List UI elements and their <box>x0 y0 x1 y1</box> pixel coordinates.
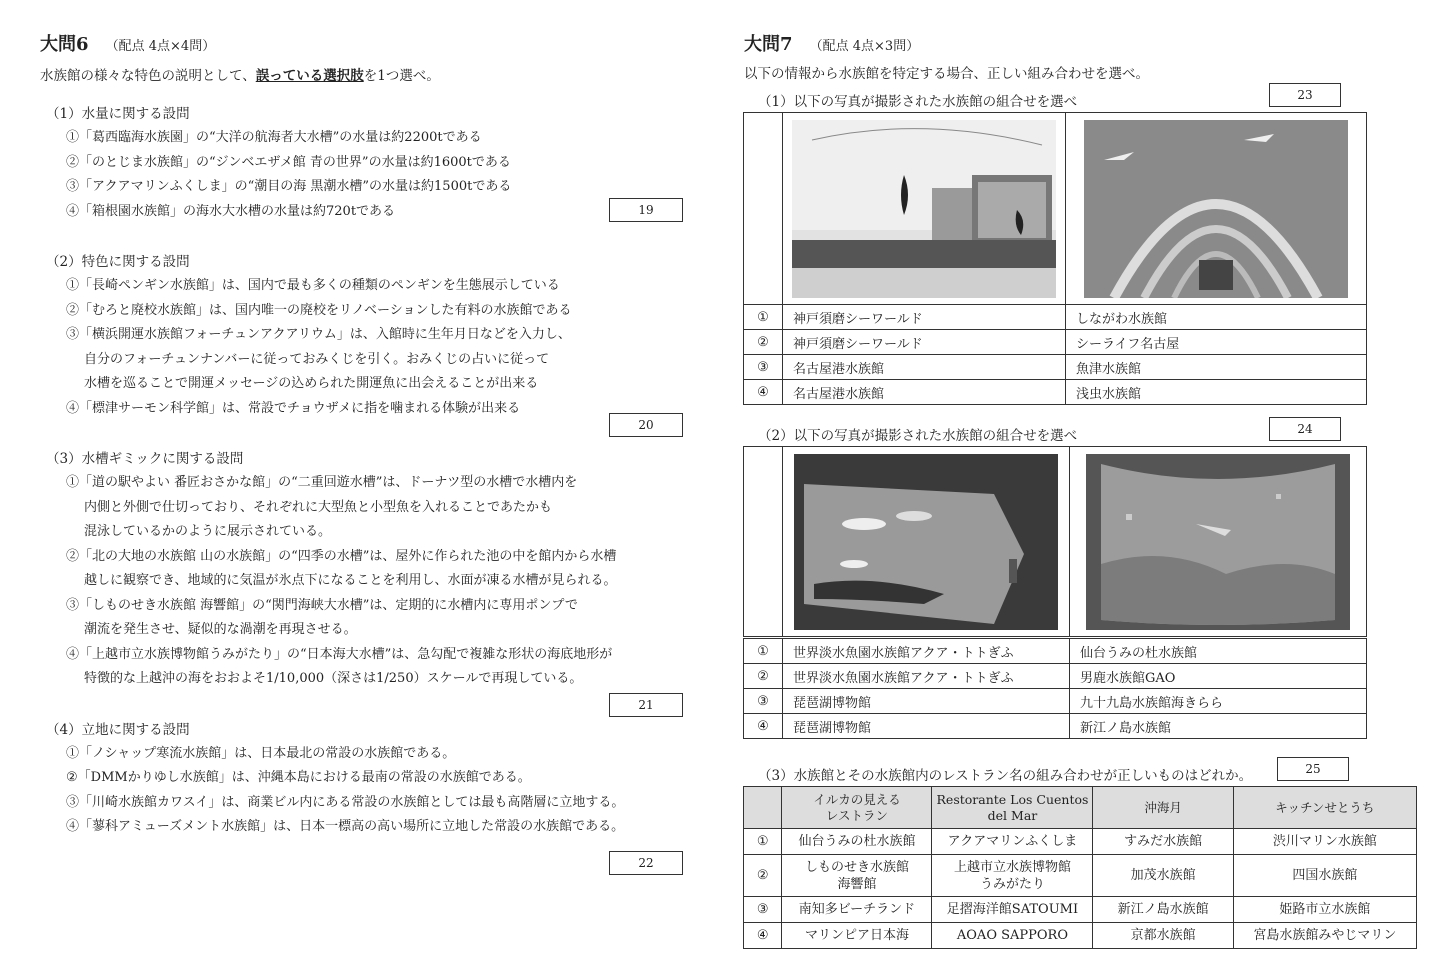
choice-aquarium-name: 世界淡水魚園水族館アクア・トトぎふ <box>783 639 1070 664</box>
q6-instruction <box>40 64 690 84</box>
q7-part1-photo-corner <box>744 113 783 305</box>
choice-aquarium-name: 新江ノ島水族館 <box>1070 714 1367 739</box>
restaurant-column-header <box>1233 787 1416 829</box>
choice-aquarium-name: 琵琶湖博物館 <box>783 714 1070 739</box>
q7-part1-choices <box>743 304 1367 405</box>
choice-row[interactable] <box>744 664 1367 689</box>
answer-box-21[interactable]: 21 <box>609 693 683 717</box>
choice-number: ① <box>744 639 783 664</box>
table-corner <box>744 787 782 829</box>
q6-option-line: ④「上越市立水族博物館うみがたり」の“日本海大水槽”は、急勾配で複雑な形状の海底地形が <box>66 646 613 662</box>
choice-aquarium-name: 世界淡水魚園水族館アクア・トトぎふ <box>783 664 1070 689</box>
q6-option-line: 自分のフォーチュンナンバーに従っておみくじを引く。おみくじの占いに従って <box>84 351 550 367</box>
q6-points: （配点 4点×4問） <box>105 39 216 54</box>
choice-number: ③ <box>744 897 782 923</box>
question-7 <box>744 30 1424 82</box>
choice-number: ④ <box>744 923 782 949</box>
tunnel-aquarium-photo <box>1084 120 1348 298</box>
choice-aquarium-name <box>1093 829 1233 855</box>
q6-title: 大問6 <box>40 34 89 55</box>
choice-aquarium-name: 名古屋港水族館 <box>783 355 1066 380</box>
cell-line: しものせき水族館 <box>804 859 909 875</box>
restaurant-column-header <box>932 787 1093 829</box>
cell-line: 足摺海洋館SATOUMI <box>946 902 1079 917</box>
q7-part2-photo-corner <box>744 447 783 637</box>
header-line: 沖海月 <box>1144 799 1182 815</box>
q6-option-line: ①「道の駅やよい 番匠おさかな館」の“二重回遊水槽”は、ドーナツ型の水槽で水槽内を <box>66 475 578 490</box>
q6-option[interactable] <box>66 545 690 594</box>
choice-number: ④ <box>744 380 783 405</box>
choice-number: ③ <box>744 689 783 714</box>
q6-option[interactable] <box>66 151 690 176</box>
q6-instruction-emphasis: 誤っている選択肢 <box>255 68 364 84</box>
choice-aquarium-name <box>1093 897 1233 923</box>
q7-points: （配点 4点×3問） <box>809 39 920 54</box>
choice-aquarium-name <box>932 855 1093 897</box>
q7-part3-heading: （3）水族館とその水族館内のレストラン名の組み合わせが正しいものはどれか。 <box>758 768 1253 784</box>
q7-part1-table <box>743 112 1367 305</box>
q6-option-line: ②「むろと廃校水族館」は、国内唯一の廃校をリノベーションした有料の水族館である <box>66 302 572 318</box>
q6-option[interactable] <box>66 766 690 791</box>
q6-title-row <box>40 30 690 56</box>
choice-aquarium-name: 仙台うみの杜水族館 <box>1070 639 1367 664</box>
choice-aquarium-name <box>932 897 1093 923</box>
q6-option-line: ④「箱根園水族館」の海水大水槽の水量は約720tである <box>66 203 396 219</box>
q7-instruction: 以下の情報から水族館を特定する場合、正しい組み合わせを選べ。 <box>744 66 1149 82</box>
choice-aquarium-name <box>782 923 932 949</box>
choice-aquarium-name: 名古屋港水族館 <box>783 380 1066 405</box>
q6-option[interactable] <box>66 471 690 545</box>
q6-option-line: 内側と外側で仕切っており、それぞれに大型魚と小型魚を入れることであたかも <box>84 499 553 515</box>
q6-sections <box>40 102 690 840</box>
choice-aquarium-name: 浅虫水族館 <box>1066 380 1367 405</box>
cell-line: アクアマリンふくしま <box>947 834 1078 849</box>
q6-option-line: ④「標津サーモン科学館」は、常設でチョウザメに指を噛まれる体験が出来る <box>66 400 521 416</box>
q6-option-line: ④「蓼科アミューズメント水族館」は、日本一標高の高い場所に立地した常設の水族館である。 <box>66 819 625 834</box>
q6-option-line: ③「アクアマリンふくしま」の“潮目の海 黒潮水槽”の水量は約1500tである <box>66 179 512 194</box>
cell-line: 宮島水族館みやじマリン <box>1253 928 1397 943</box>
q6-option[interactable] <box>66 594 690 643</box>
choice-row[interactable] <box>744 330 1367 355</box>
q6-instruction-pre: 水族館の様々な特色の説明として、 <box>40 68 256 84</box>
photo-cell-dolphin-show <box>783 113 1066 305</box>
q6-option-line: ③「川崎水族館カワスイ」は、商業ビル内にある常設の水族館としては最も高階層に立地する。 <box>66 794 625 810</box>
freshwater-tank-photo <box>794 454 1058 630</box>
choice-aquarium-name <box>782 829 932 855</box>
q7-part2-table <box>743 446 1367 637</box>
cell-line: 海響館 <box>837 876 877 892</box>
header-line: レストラン <box>825 807 889 823</box>
choice-aquarium-name: 神戸須磨シーワールド <box>783 330 1066 355</box>
q7-part3-table <box>743 786 1417 949</box>
choice-aquarium-name: 魚津水族館 <box>1066 355 1367 380</box>
restaurant-column-header <box>1093 787 1233 829</box>
q6-section-heading: （4）立地に関する設問 <box>46 721 190 738</box>
q6-option[interactable] <box>66 323 690 397</box>
choice-row[interactable] <box>744 689 1367 714</box>
choice-aquarium-name: シーライフ名古屋 <box>1066 330 1367 355</box>
cell-line: 京都水族館 <box>1130 928 1196 943</box>
q7-part2-heading: （2）以下の写真が撮影された水族館の組合せを選べ <box>758 428 1078 444</box>
photo-cell-tunnel <box>1066 113 1367 305</box>
q6-option[interactable] <box>66 397 690 422</box>
choice-row[interactable] <box>744 923 1417 949</box>
answer-box-23[interactable]: 23 <box>1269 83 1341 107</box>
cell-line: マリンピア日本海 <box>804 928 909 943</box>
q6-option-line: ②「北の大地の水族館 山の水族館」の“四季の水槽”は、屋外に作られた池の中を館内から水槽 <box>66 548 617 564</box>
q6-option-line: ①「葛西臨海水族園」の“大洋の航海者大水槽”の水量は約2200tである <box>66 130 482 145</box>
q6-option[interactable] <box>66 200 690 225</box>
choice-aquarium-name <box>1233 897 1416 923</box>
cell-line: 上越市立水族博物館 <box>953 859 1071 875</box>
choice-aquarium-name <box>1093 923 1233 949</box>
q6-option[interactable] <box>66 791 690 816</box>
choice-row[interactable] <box>744 829 1417 855</box>
choice-aquarium-name <box>1233 923 1416 949</box>
cell-line: 新江ノ島水族館 <box>1117 902 1209 917</box>
q6-section-heading: （2）特色に関する設問 <box>46 254 190 270</box>
answer-box-24[interactable]: 24 <box>1269 417 1341 441</box>
reef-tank-photo <box>1086 454 1350 630</box>
cell-line: すみだ水族館 <box>1124 834 1203 849</box>
q6-option-line: ②「DMMかりゆし水族館」は、沖縄本島における最南の常設の水族館である。 <box>66 770 531 785</box>
q6-option-line: ①「長崎ペンギン水族館」は、国内で最も多くの種類のペンギンを生態展示している <box>66 278 560 293</box>
q7-part1-heading: （1）以下の写真が撮影された水族館の組合せを選べ <box>758 94 1078 110</box>
q6-option-line: 水槽を巡ることで開運メッセージの込められた開運魚に出会えることが出来る <box>84 376 539 391</box>
q6-option-line: ③「しものせき水族館 海響館」の“関門海峡大水槽”は、定期的に水槽内に専用ポンプで <box>66 597 578 613</box>
choice-number: ② <box>744 664 783 689</box>
q6-option-line: 混泳しているかのように展示されている。 <box>84 524 332 539</box>
choice-row[interactable] <box>744 355 1367 380</box>
q6-option[interactable] <box>66 643 690 692</box>
photo-cell-freshwater-tank <box>783 447 1070 637</box>
cell-line: 南知多ビーチランド <box>798 902 916 917</box>
choice-aquarium-name <box>932 923 1093 949</box>
q6-section-heading: （3）水槽ギミックに関する設問 <box>46 451 244 467</box>
q6-option-line: 潮流を発生させ、疑似的な渦潮を再現させる。 <box>84 622 357 637</box>
q6-option-line: 越しに観察でき、地域的に気温が氷点下になることを利用し、水面が凍る水槽が見られる。 <box>84 573 617 588</box>
cell-line: 渋川マリン水族館 <box>1272 834 1377 849</box>
answer-box-25[interactable]: 25 <box>1277 757 1349 781</box>
q6-option[interactable] <box>66 126 690 151</box>
q7-part2-choices <box>743 638 1367 739</box>
q7-title-row <box>744 30 1424 56</box>
header-line: キッチンせとうち <box>1275 799 1375 815</box>
restaurant-column-header <box>782 787 932 829</box>
header-line: del Mar <box>987 807 1038 823</box>
choice-row[interactable] <box>744 714 1367 739</box>
q6-option[interactable] <box>66 742 690 767</box>
choice-row[interactable] <box>744 639 1367 664</box>
question-6 <box>40 30 690 840</box>
choice-number: ② <box>744 855 782 897</box>
cell-line: 仙台うみの杜水族館 <box>798 834 916 849</box>
q6-option-line: 特徴的な上越沖の海をおおよそ1/10,000（深さは1/250）スケールで再現している。 <box>84 671 583 686</box>
cell-line: うみがたり <box>979 876 1045 892</box>
choice-row[interactable] <box>744 380 1367 405</box>
answer-box-19[interactable]: 19 <box>609 198 683 222</box>
choice-number: ② <box>744 330 783 355</box>
q7-title: 大問7 <box>744 34 793 55</box>
answer-box-20[interactable]: 20 <box>609 413 683 437</box>
dolphin-show-photo <box>792 120 1056 298</box>
q6-option-line: ③「横浜開運水族館フォーチュンアクアリウム」は、入館時に生年月日などを入力し、 <box>66 327 571 342</box>
choice-aquarium-name <box>782 855 932 897</box>
choice-number: ① <box>744 829 782 855</box>
choice-aquarium-name: しながわ水族館 <box>1066 305 1367 330</box>
choice-aquarium-name: 男鹿水族館GAO <box>1070 664 1367 689</box>
q6-instruction-post: を1つ選べ。 <box>363 68 440 84</box>
choice-aquarium-name: 琵琶湖博物館 <box>783 689 1070 714</box>
choice-aquarium-name <box>932 829 1093 855</box>
choice-row[interactable] <box>744 897 1417 923</box>
q6-option-line: ①「ノシャップ寒流水族館」は、日本最北の常設の水族館である。 <box>66 745 456 761</box>
cell-line: AOAO SAPPORO <box>956 928 1069 943</box>
photo-cell-reef-tank <box>1070 447 1367 637</box>
choice-number: ④ <box>744 714 783 739</box>
choice-aquarium-name <box>1093 855 1233 897</box>
choice-aquarium-name: 神戸須磨シーワールド <box>783 305 1066 330</box>
choice-aquarium-name <box>1233 855 1416 897</box>
q6-option[interactable] <box>66 274 690 299</box>
q6-option[interactable] <box>66 815 690 840</box>
q6-option-line: ②「のとじま水族館」の“ジンベエザメ館 青の世界”の水量は約1600tである <box>66 154 511 170</box>
choice-number: ① <box>744 305 783 330</box>
cell-line: 姫路市立水族館 <box>1279 902 1371 917</box>
q6-option[interactable] <box>66 299 690 324</box>
q6-option[interactable] <box>66 175 690 200</box>
q6-section-heading: （1）水量に関する設問 <box>46 106 190 122</box>
choice-aquarium-name: 九十九島水族館海きらら <box>1070 689 1367 714</box>
choice-row[interactable] <box>744 855 1417 897</box>
cell-line: 四国水族館 <box>1292 868 1358 883</box>
choice-number: ③ <box>744 355 783 380</box>
header-line: Restorante Los Cuentos <box>936 791 1089 807</box>
cell-line: 加茂水族館 <box>1130 868 1196 883</box>
header-line: イルカの見える <box>813 791 901 807</box>
choice-row[interactable] <box>744 305 1367 330</box>
choice-aquarium-name <box>1233 829 1416 855</box>
choice-aquarium-name <box>782 897 932 923</box>
answer-box-22[interactable]: 22 <box>609 851 683 875</box>
